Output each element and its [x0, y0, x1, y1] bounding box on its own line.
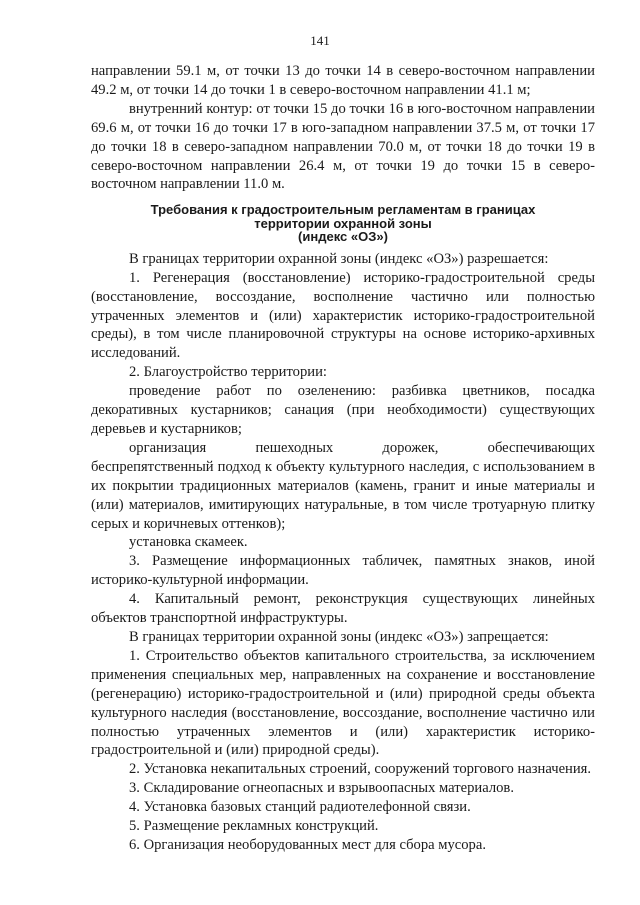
- paragraph-prohibited-1: 1. Строительство объектов капитального строительства, за исключением применения специальных мер, направленных на сохранение и восстановление (регенерацию) историко-градостроительной и (или) природной среды объекта культурного наследия (восстановление, воссоздание, восполнение частично или полностью утраченных элементов и (или) характеристик историко-градостроительной и (или) природной среды).: [91, 647, 595, 759]
- paragraph-prohibited-3: 3. Складирование огнеопасных и взрывоопасных материалов.: [129, 780, 514, 797]
- paragraph-permitted-4: 4. Капитальный ремонт, реконструкция существующих линейных объектов транспортной инфраструктуры.: [91, 591, 595, 627]
- paragraph-prohibited-6: 6. Организация необорудованных мест для сбора мусора.: [129, 836, 486, 853]
- paragraph-prohibited-4: 4. Установка базовых станций радиотелефонной связи.: [129, 799, 471, 816]
- paragraph-permitted-2c: установка скамеек.: [129, 534, 248, 551]
- paragraph-permitted-2: 2. Благоустройство территории:: [129, 364, 327, 381]
- paragraph-permitted-2b-line1: организация пешеходных дорожек, обеспечивающих: [129, 439, 595, 456]
- paragraph-permitted-2a: проведение работ по озеленению: разбивка цветников, посадка декоративных кустарников; санация (при необходимости) существующих деревьев и кустарников;: [91, 383, 595, 437]
- paragraph-prohibited-2: 2. Установка некапитальных строений, сооружений торгового назначения.: [129, 761, 592, 778]
- page-number: 141: [310, 33, 330, 48]
- document-body: [91, 62, 595, 855]
- paragraph-permitted-1: 1. Регенерация (восстановление) историко-градостроительной среды (восстановление, воссоздание, восполнение частично или полностью утраченных элементов и (или) характеристик историко-градостроительной среды), в том числе планировочной структуры на основе историко-архивных исследований.: [91, 269, 595, 362]
- section-heading: [91, 203, 595, 244]
- paragraph-inner-contour: внутренний контур: от точки 15 до точки 16 в юго-восточном направлении 69.6 м, от точки 16 до точки 17 в юго-западном направлении 37.5 м, от точки 17 до точки 18 в северо-западном направлении 70.0 м, от точки 18 до точки 19 в северо-восточном направлении 26.4 м, от точки 19 до точки 15 в северо-восточном направлении 11.0 м.: [91, 100, 595, 193]
- heading-line-3: (индекс «ОЗ»): [298, 229, 388, 245]
- paragraph-lines-continued: направлении 59.1 м, от точки 13 до точки 14 в северо-восточном направлении 49.2 м, от точки 14 до точки 1 в северо-восточном направлении 41.1 м;: [91, 63, 595, 98]
- heading-line-1: Требования к градостроительным регламентам в границах: [150, 202, 536, 218]
- paragraph-prohibited-5: 5. Размещение рекламных конструкций.: [129, 818, 379, 835]
- paragraph-permitted-intro: В границах территории охранной зоны (индекс «ОЗ») разрешается:: [129, 250, 549, 267]
- heading-line-2: территории охранной зоны: [254, 215, 432, 231]
- paragraph-prohibited-intro: В границах территории охранной зоны (индекс «ОЗ») запрещается:: [129, 628, 549, 645]
- paragraph-permitted-2b-rest: беспрепятственный подход к объекту культурного наследия, с использованием в их покрытии традиционных материалов (камень, гранит и иные материалы и (или) материалов, имитирующих натуральные, в том числе тротуарную плитку серых и коричневых оттенков);: [91, 458, 595, 532]
- paragraph-permitted-3: 3. Размещение информационных табличек, памятных знаков, иной историко-культурной информации.: [91, 553, 595, 589]
